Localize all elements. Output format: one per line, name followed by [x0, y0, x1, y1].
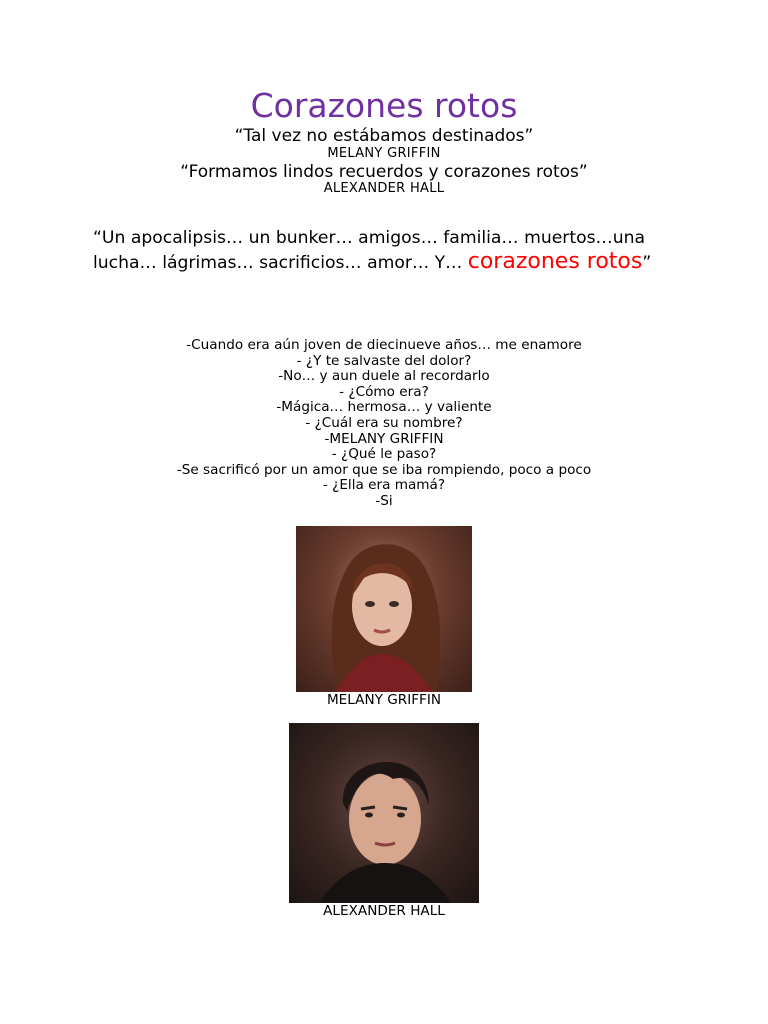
dialogue-line: - ¿Qué le paso? — [331, 446, 437, 463]
page-title: Corazones rotos — [250, 86, 518, 125]
tagline-lead: “Un apocalipsis… un bunker… amigos… familia… muertos…una lucha… lágrimas… sacrificios… amor… Y… — [93, 228, 646, 273]
dialogue-line: -MELANY GRIFFIN — [324, 430, 444, 447]
melany-photo — [296, 526, 472, 692]
dialogue-line: - ¿Y te salvaste del dolor? — [296, 352, 472, 369]
tagline-tail: ” — [642, 253, 652, 273]
melany-portrait-illustration — [296, 526, 472, 692]
dialogue-line: -Si — [375, 492, 393, 509]
dialogue-line: - ¿Cuál era su nombre? — [305, 414, 463, 431]
alexander-portrait-illustration — [289, 723, 479, 903]
alexander-photo — [289, 723, 479, 903]
dialogue-line: -No… y aun duele al recordarlo — [278, 368, 490, 385]
quote-alexander: “Formamos lindos recuerdos y corazones rotos” — [180, 162, 588, 182]
melany-caption: MELANY GRIFFIN — [326, 692, 442, 708]
dialogue-line: - ¿Ella era mamá? — [322, 477, 446, 494]
quote-author-melany: MELANY GRIFFIN — [327, 146, 441, 161]
dialogue-line: -Mágica… hermosa… y valiente — [276, 399, 492, 416]
dialogue-line: -Se sacrificó por un amor que se iba rompiendo, poco a poco — [176, 461, 592, 478]
dialogue-block — [0, 338, 768, 510]
dialogue-line: -Cuando era aún joven de diecinueve años… me enamore — [186, 337, 582, 353]
quote-melany: “Tal vez no estábamos destinados” — [234, 126, 534, 146]
tagline-highlight: corazones rotos — [467, 249, 643, 274]
quote-author-alexander: ALEXANDER HALL — [323, 181, 445, 196]
dialogue-line: - ¿Cómo era? — [339, 383, 429, 400]
alexander-caption: ALEXANDER HALL — [323, 903, 445, 919]
tagline-paragraph — [93, 227, 693, 275]
